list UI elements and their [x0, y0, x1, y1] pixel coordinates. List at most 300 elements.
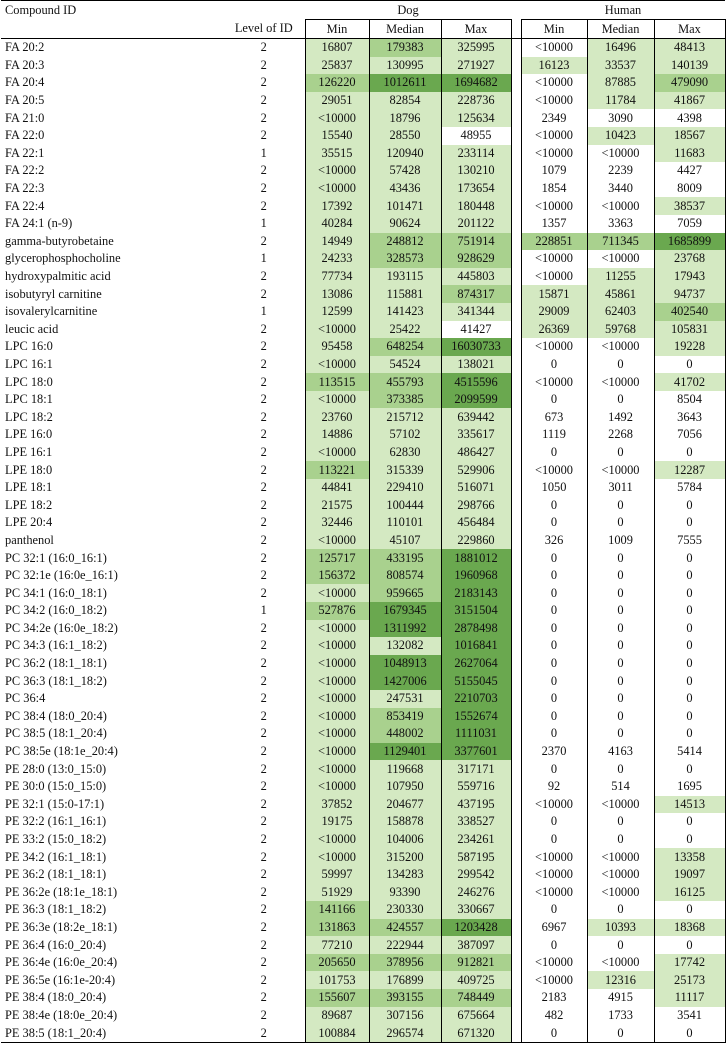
human-min-cell: 0 [521, 690, 587, 708]
human-min-cell: 482 [521, 1007, 587, 1025]
human-median-cell: 0 [587, 602, 654, 620]
dog-median-cell: 229410 [369, 479, 441, 497]
human-median-cell: 0 [587, 356, 654, 374]
level-of-id-cell: 2 [260, 779, 267, 794]
header-spacer [1, 20, 223, 39]
human-median-cell: 0 [587, 549, 654, 567]
human-median-cell: 33537 [587, 57, 654, 75]
level-of-id-cell: 2 [260, 761, 267, 776]
level-of-id-cell: 2 [260, 40, 267, 55]
human-median-cell: <10000 [587, 338, 654, 356]
human-median-cell: 0 [587, 831, 654, 849]
dog-max-cell: 529906 [441, 461, 511, 479]
column-gap [511, 532, 521, 550]
dog-min-cell: 126220 [305, 74, 369, 92]
dog-max-cell: 445803 [441, 268, 511, 286]
dog-median-cell: 247531 [369, 690, 441, 708]
level-of-id-cell: 2 [260, 181, 267, 196]
dog-max-cell: 228736 [441, 92, 511, 110]
dog-min-cell: 16807 [305, 39, 369, 57]
compound-id-cell: FA 22:1 [5, 145, 45, 160]
header-compound-id: Compound ID [1, 1, 223, 20]
dog-median-cell: 315200 [369, 848, 441, 866]
dog-max-cell: 559716 [441, 778, 511, 796]
dog-median-cell: 808574 [369, 567, 441, 585]
level-of-id-cell: 2 [260, 392, 267, 407]
dog-min-cell: 35515 [305, 145, 369, 163]
human-min-cell: <10000 [521, 848, 587, 866]
dog-median-cell: 158878 [369, 813, 441, 831]
dog-median-cell: 62830 [369, 444, 441, 462]
column-gap [511, 338, 521, 356]
column-gap [511, 268, 521, 286]
level-of-id-cell: 2 [260, 656, 267, 671]
level-of-id-cell: 2 [260, 1007, 267, 1022]
compound-id-cell: PC 38:5e (18:1e_20:4) [5, 744, 118, 759]
compound-id-cell: PE 36:4 (16:0_20:4) [5, 937, 107, 952]
dog-max-cell: 317171 [441, 760, 511, 778]
dog-min-cell: <10000 [305, 655, 369, 673]
dog-median-cell: 1012611 [369, 74, 441, 92]
human-max-cell: 0 [654, 725, 725, 743]
dog-min-cell: 14949 [305, 233, 369, 251]
column-gap [511, 901, 521, 919]
column-gap [511, 180, 521, 198]
human-max-cell: 16125 [654, 884, 725, 902]
column-gap [511, 303, 521, 321]
header-human-min: Min [521, 20, 587, 39]
human-median-cell: 0 [587, 496, 654, 514]
dog-max-cell: 748449 [441, 989, 511, 1007]
human-min-cell: 29009 [521, 303, 587, 321]
table-row [1, 461, 725, 479]
compound-id-cell: LPE 16:1 [5, 444, 53, 459]
table-row [1, 743, 725, 761]
human-min-cell: 0 [521, 391, 587, 409]
dog-median-cell: 248812 [369, 233, 441, 251]
dog-max-cell: 1694682 [441, 74, 511, 92]
dog-min-cell: 89687 [305, 1007, 369, 1025]
dog-max-cell: 5155045 [441, 672, 511, 690]
dog-median-cell: 107950 [369, 778, 441, 796]
dog-min-cell: 15540 [305, 127, 369, 145]
dog-max-cell: 1111031 [441, 725, 511, 743]
column-gap [511, 936, 521, 954]
dog-min-cell: <10000 [305, 391, 369, 409]
column-gap [511, 57, 521, 75]
dog-max-cell: 180448 [441, 197, 511, 215]
human-max-cell: 0 [654, 602, 725, 620]
compound-id-cell: PC 34:1 (16:0_18:1) [5, 585, 107, 600]
human-min-cell: 0 [521, 514, 587, 532]
human-max-cell: 0 [654, 637, 725, 655]
table-row [1, 197, 725, 215]
level-of-id-cell: 1 [260, 145, 267, 160]
table-row [1, 954, 725, 972]
level-of-id-cell: 2 [260, 814, 267, 829]
dog-min-cell: 205650 [305, 954, 369, 972]
human-min-cell: <10000 [521, 74, 587, 92]
human-min-cell: 0 [521, 655, 587, 673]
compound-id-cell: gamma-butyrobetaine [5, 233, 114, 248]
compound-id-cell: FA 20:5 [5, 93, 45, 108]
human-min-cell: <10000 [521, 796, 587, 814]
human-median-cell: 0 [587, 760, 654, 778]
level-of-id-cell: 2 [260, 550, 267, 565]
human-max-cell: 8504 [654, 391, 725, 409]
dog-median-cell: 120940 [369, 145, 441, 163]
dog-min-cell: 21575 [305, 496, 369, 514]
dog-min-cell: 100884 [305, 1024, 369, 1042]
human-median-cell: 0 [587, 655, 654, 673]
human-min-cell: 0 [521, 760, 587, 778]
dog-max-cell: 3377601 [441, 743, 511, 761]
human-max-cell: 0 [654, 901, 725, 919]
dog-max-cell: 298766 [441, 496, 511, 514]
human-max-cell: 3541 [654, 1007, 725, 1025]
human-median-cell: 1009 [587, 532, 654, 550]
human-max-cell: 0 [654, 620, 725, 638]
human-max-cell: 7059 [654, 215, 725, 233]
human-min-cell: 0 [521, 831, 587, 849]
dog-median-cell: 853419 [369, 708, 441, 726]
human-median-cell: 3090 [587, 109, 654, 127]
dog-min-cell: <10000 [305, 672, 369, 690]
human-max-cell: 3643 [654, 408, 725, 426]
dog-max-cell: 1960968 [441, 567, 511, 585]
column-gap [511, 408, 521, 426]
level-of-id-cell: 2 [260, 57, 267, 72]
dog-median-cell: 648254 [369, 338, 441, 356]
level-of-id-cell: 1 [260, 304, 267, 319]
dog-median-cell: 315339 [369, 461, 441, 479]
header-group-dog: Dog [305, 1, 511, 20]
human-max-cell: 8009 [654, 180, 725, 198]
table-row [1, 567, 725, 585]
dog-max-cell: 330667 [441, 901, 511, 919]
table-row [1, 303, 725, 321]
column-gap [511, 743, 521, 761]
level-of-id-cell: 2 [260, 726, 267, 741]
dog-max-cell: 587195 [441, 848, 511, 866]
column-gap [511, 444, 521, 462]
level-of-id-cell: 2 [260, 744, 267, 759]
human-max-cell: 12287 [654, 461, 725, 479]
compound-id-cell: panthenol [5, 532, 54, 547]
human-median-cell: <10000 [587, 796, 654, 814]
level-of-id-cell: 2 [260, 832, 267, 847]
human-max-cell: 38537 [654, 197, 725, 215]
compound-id-cell: PE 28:0 (13:0_15:0) [5, 761, 107, 776]
human-min-cell: 15871 [521, 285, 587, 303]
level-of-id-cell: 2 [260, 796, 267, 811]
header-gap [511, 1, 521, 20]
column-gap [511, 760, 521, 778]
dog-min-cell: 40284 [305, 215, 369, 233]
human-median-cell: <10000 [587, 848, 654, 866]
table-row [1, 971, 725, 989]
column-gap [511, 496, 521, 514]
human-median-cell: 0 [587, 514, 654, 532]
dog-min-cell: <10000 [305, 637, 369, 655]
header-row-subcolumns [1, 20, 725, 39]
level-of-id-cell: 2 [260, 972, 267, 987]
header-human-max: Max [654, 20, 725, 39]
compound-id-cell: PE 30:0 (15:0_15:0) [5, 779, 107, 794]
column-gap [511, 321, 521, 339]
level-of-id-cell: 2 [260, 374, 267, 389]
level-of-id-cell: 1 [260, 603, 267, 618]
level-of-id-cell: 2 [260, 849, 267, 864]
table-row [1, 1024, 725, 1042]
dog-max-cell: 201122 [441, 215, 511, 233]
dog-median-cell: 393155 [369, 989, 441, 1007]
dog-min-cell: <10000 [305, 584, 369, 602]
dog-max-cell: 229860 [441, 532, 511, 550]
compound-id-cell: leucic acid [5, 321, 59, 336]
human-min-cell: 0 [521, 672, 587, 690]
table-row [1, 884, 725, 902]
dog-min-cell: 527876 [305, 602, 369, 620]
dog-max-cell: 639442 [441, 408, 511, 426]
level-of-id-cell: 2 [260, 532, 267, 547]
table-row [1, 796, 725, 814]
level-of-id-cell: 2 [260, 356, 267, 371]
dog-min-cell: 125717 [305, 549, 369, 567]
human-min-cell: <10000 [521, 39, 587, 57]
level-of-id-cell: 2 [260, 93, 267, 108]
human-min-cell: 0 [521, 936, 587, 954]
table-row [1, 180, 725, 198]
column-gap [511, 620, 521, 638]
human-min-cell: 0 [521, 813, 587, 831]
header-group-human: Human [521, 1, 725, 20]
human-median-cell: 0 [587, 690, 654, 708]
human-max-cell: 7056 [654, 426, 725, 444]
dog-max-cell: 437195 [441, 796, 511, 814]
human-max-cell: 11683 [654, 145, 725, 163]
dog-median-cell: 54524 [369, 356, 441, 374]
dog-max-cell: 387097 [441, 936, 511, 954]
human-min-cell: 26369 [521, 321, 587, 339]
human-max-cell: 0 [654, 708, 725, 726]
compound-id-cell: isobutyryl carnitine [5, 286, 102, 301]
column-gap [511, 162, 521, 180]
dog-max-cell: 246276 [441, 884, 511, 902]
human-min-cell: 16123 [521, 57, 587, 75]
human-median-cell: 0 [587, 672, 654, 690]
compound-id-cell: LPC 18:2 [5, 409, 53, 424]
table-row [1, 760, 725, 778]
compound-id-cell: PC 38:5 (18:1_20:4) [5, 726, 107, 741]
level-of-id-cell: 2 [260, 585, 267, 600]
dog-median-cell: 18796 [369, 109, 441, 127]
dog-median-cell: 141423 [369, 303, 441, 321]
column-gap [511, 233, 521, 251]
table-body [1, 39, 725, 1043]
human-min-cell: <10000 [521, 461, 587, 479]
human-max-cell: 0 [654, 672, 725, 690]
human-max-cell: 0 [654, 936, 725, 954]
column-gap [511, 796, 521, 814]
human-min-cell: 2370 [521, 743, 587, 761]
human-min-cell: 0 [521, 1024, 587, 1042]
human-max-cell: 5414 [654, 743, 725, 761]
level-of-id-cell: 2 [260, 919, 267, 934]
level-of-id-cell: 2 [260, 867, 267, 882]
human-median-cell: 4163 [587, 743, 654, 761]
dog-median-cell: 1679345 [369, 602, 441, 620]
dog-median-cell: 222944 [369, 936, 441, 954]
human-median-cell: 0 [587, 637, 654, 655]
compound-id-cell: PE 32:2 (16:1_16:1) [5, 814, 107, 829]
human-median-cell: 0 [587, 1024, 654, 1042]
column-gap [511, 215, 521, 233]
column-gap [511, 884, 521, 902]
level-of-id-cell: 2 [223, 1024, 305, 1042]
dog-max-cell: 48955 [441, 127, 511, 145]
human-max-cell: 19097 [654, 866, 725, 884]
human-min-cell: <10000 [521, 866, 587, 884]
compound-id-cell: FA 21:0 [5, 110, 45, 125]
human-max-cell: 0 [654, 1024, 725, 1042]
human-max-cell: 0 [654, 496, 725, 514]
table-row [1, 831, 725, 849]
column-gap [511, 145, 521, 163]
human-median-cell: 0 [587, 813, 654, 831]
compound-id-cell: PC 36:2 (18:1_18:1) [5, 656, 107, 671]
dog-max-cell: 912821 [441, 954, 511, 972]
dog-max-cell: 325995 [441, 39, 511, 57]
human-median-cell: 0 [587, 444, 654, 462]
human-min-cell: 673 [521, 408, 587, 426]
column-gap [511, 391, 521, 409]
level-of-id-cell: 2 [260, 75, 267, 90]
dog-min-cell: 77734 [305, 268, 369, 286]
table-row [1, 602, 725, 620]
level-of-id-cell: 2 [260, 339, 267, 354]
compound-id-cell: PE 36:3 (18:1_18:2) [5, 902, 107, 917]
compound-id-cell: LPE 18:1 [5, 480, 53, 495]
level-of-id-cell: 2 [260, 955, 267, 970]
dog-min-cell: 19175 [305, 813, 369, 831]
human-min-cell: <10000 [521, 197, 587, 215]
human-median-cell: 2268 [587, 426, 654, 444]
level-of-id-cell: 2 [260, 427, 267, 442]
compound-id-cell: PE 34:2 (16:1_18:1) [5, 849, 107, 864]
table-row [1, 373, 725, 391]
table-row [1, 268, 725, 286]
human-median-cell: <10000 [587, 373, 654, 391]
column-gap [511, 584, 521, 602]
compound-id-cell: glycerophosphocholine [5, 251, 121, 266]
dog-max-cell: 4515596 [441, 373, 511, 391]
compound-id-cell: LPC 18:1 [5, 392, 53, 407]
compound-id-cell: PC 36:3 (18:1_18:2) [5, 673, 107, 688]
table-row [1, 162, 725, 180]
compound-id-cell: PE 36:5e (16:1e-20:4) [5, 972, 116, 987]
human-min-cell: 0 [521, 602, 587, 620]
compound-id-cell: PC 32:1 (16:0_16:1) [5, 550, 107, 565]
dog-max-cell: 335617 [441, 426, 511, 444]
dog-median-cell: 1129401 [369, 743, 441, 761]
human-max-cell: 0 [654, 567, 725, 585]
human-median-cell: 12316 [587, 971, 654, 989]
column-gap [511, 250, 521, 268]
table-row [1, 285, 725, 303]
column-gap [511, 92, 521, 110]
compound-id-cell: PE 36:2e (18:1e_18:1) [5, 884, 118, 899]
human-min-cell: 1119 [521, 426, 587, 444]
column-gap [511, 971, 521, 989]
human-min-cell: <10000 [521, 971, 587, 989]
table-row [1, 514, 725, 532]
human-min-cell: <10000 [521, 268, 587, 286]
dog-max-cell: 2627064 [441, 655, 511, 673]
human-median-cell: 16496 [587, 39, 654, 57]
dog-median-cell: 328573 [369, 250, 441, 268]
human-min-cell: 0 [521, 584, 587, 602]
header-human-median: Median [587, 20, 654, 39]
column-gap [511, 373, 521, 391]
human-median-cell: 1492 [587, 408, 654, 426]
dog-max-cell: 41427 [441, 321, 511, 339]
table-row [1, 813, 725, 831]
dog-min-cell: <10000 [305, 162, 369, 180]
column-gap [511, 813, 521, 831]
compound-id-cell: LPC 18:0 [5, 374, 53, 389]
human-min-cell: 326 [521, 532, 587, 550]
dog-min-cell: 113221 [305, 461, 369, 479]
column-gap [511, 655, 521, 673]
human-max-cell: 94737 [654, 285, 725, 303]
human-min-cell: 0 [521, 549, 587, 567]
human-max-cell: 48413 [654, 39, 725, 57]
dog-median-cell: 378956 [369, 954, 441, 972]
table-row [1, 92, 725, 110]
dog-max-cell: 233114 [441, 145, 511, 163]
dog-max-cell: 671320 [441, 1024, 511, 1042]
dog-median-cell: 90624 [369, 215, 441, 233]
column-gap [511, 74, 521, 92]
compound-id-cell: PC 32:1e (16:0e_16:1) [5, 568, 118, 583]
human-max-cell: 479090 [654, 74, 725, 92]
table-row [1, 233, 725, 251]
compound-id-cell: isovalerylcarnitine [5, 304, 98, 319]
human-max-cell: 0 [654, 514, 725, 532]
column-gap [511, 127, 521, 145]
table-row [1, 778, 725, 796]
compound-id-cell: LPE 16:0 [5, 427, 53, 442]
table-row [1, 321, 725, 339]
dog-max-cell: 138021 [441, 356, 511, 374]
level-of-id-cell: 2 [260, 620, 267, 635]
column-gap [511, 356, 521, 374]
compound-id-cell: PC 34:3 (16:1_18:2) [5, 638, 107, 653]
header-dog-max: Max [441, 20, 511, 39]
human-min-cell: 2349 [521, 109, 587, 127]
level-of-id-cell: 2 [260, 884, 267, 899]
dog-min-cell: 32446 [305, 514, 369, 532]
table-row [1, 901, 725, 919]
dog-median-cell: 215712 [369, 408, 441, 426]
dog-median-cell: 1311992 [369, 620, 441, 638]
human-median-cell: 0 [587, 708, 654, 726]
compound-id-cell: PC 34:2e (16:0e_18:2) [5, 620, 118, 635]
dog-median-cell: 455793 [369, 373, 441, 391]
table-row [1, 1007, 725, 1025]
human-median-cell: 0 [587, 391, 654, 409]
